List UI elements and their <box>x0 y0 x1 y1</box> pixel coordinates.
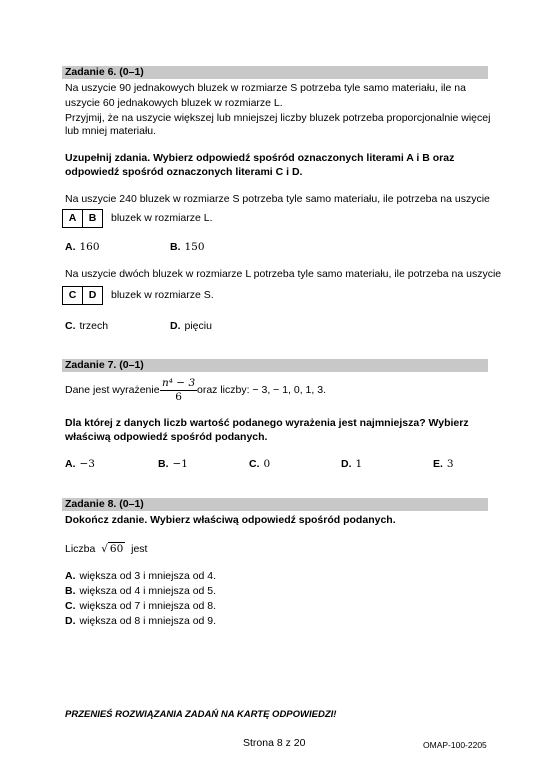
task8-lead <box>65 542 147 556</box>
task8-option-d[interactable] <box>65 615 216 628</box>
box-option-d[interactable]: D <box>82 287 102 304</box>
task6-intro-line4: lub mniej materiału. <box>65 125 157 137</box>
task8-option-c-letter: C. <box>65 600 76 612</box>
task6-intro-line1: Na uszycie 90 jednakowych bluzek w rozmiarze S potrzeba tyle samo materiału, ile na <box>65 82 466 94</box>
box-option-b[interactable]: B <box>82 210 102 227</box>
sqrt-symbol: √ <box>101 543 108 555</box>
task6-sentence2: Na uszycie dwóch bluzek w rozmiarze L potrzeba tyle samo materiału, ile potrzeba na uszycie <box>65 268 502 280</box>
option-b-letter: B. <box>170 241 181 253</box>
task8-option-a[interactable] <box>65 570 216 583</box>
task8-lead-tail: jest <box>131 543 148 555</box>
answer-box-cd[interactable] <box>62 286 103 305</box>
task7-option-c-letter: C. <box>249 458 260 470</box>
task8-option-b-letter: B. <box>65 585 76 597</box>
task7-option-e-letter: E. <box>433 458 443 470</box>
fraction-denominator: 6 <box>175 391 182 403</box>
transfer-note: PRZENIEŚ ROZWIĄZANIA ZADAŃ NA KARTĘ ODPOWIEDZI! <box>65 709 337 720</box>
task6-sentence2-tail: bluzek w rozmiarze S. <box>111 289 214 301</box>
task8-header: Zadanie 8. (0–1) <box>62 498 488 511</box>
sqrt-radicand: 60 <box>109 543 124 555</box>
task8-lead-text: Liczba <box>65 543 96 555</box>
task6-intro-line3: Przyjmij, że na uszycie większej lub mniejszej liczby bluzek potrzeba proporcjonalnie więcej <box>65 112 491 124</box>
task7-option-d-letter: D. <box>341 458 352 470</box>
task6-instruction-line2: odpowiedź spośród oznaczonych literami C i D. <box>65 166 303 178</box>
box-option-c[interactable]: C <box>68 289 77 301</box>
fraction-numerator: n⁴ − 3 <box>162 377 196 389</box>
option-c-letter: C. <box>65 320 76 332</box>
task7-option-a[interactable] <box>65 458 95 471</box>
task7-option-a-value: −3 <box>79 458 95 470</box>
option-a-value: 160 <box>79 241 100 253</box>
task7-option-a-letter: A. <box>65 458 76 470</box>
option-b-value: 150 <box>184 241 205 253</box>
page-number: Strona 8 z 20 <box>243 737 306 749</box>
task8-instruction: Dokończ zdanie. Wybierz właściwą odpowiedź spośród podanych. <box>65 514 396 526</box>
option-a-letter: A. <box>65 241 76 253</box>
task7-fraction <box>160 377 197 404</box>
task7-question-line2: właściwą odpowiedź spośród podanych. <box>65 431 268 443</box>
option-d-letter: D. <box>170 320 181 332</box>
box-option-a[interactable]: A <box>68 212 77 224</box>
option-d-value: pięciu <box>184 320 212 332</box>
task7-option-d[interactable] <box>341 458 362 471</box>
exam-code: OMAP-100-2205 <box>423 740 487 750</box>
task8-option-c-text: większa od 7 i mniejsza od 8. <box>79 600 217 612</box>
task8-option-a-text: większa od 3 i mniejsza od 4. <box>79 570 217 582</box>
task6-header: Zadanie 6. (0–1) <box>62 66 488 79</box>
option-c-value: trzech <box>79 320 109 332</box>
task7-option-c[interactable] <box>249 458 270 471</box>
task8-option-a-letter: A. <box>65 570 76 582</box>
answer-box-ab[interactable] <box>62 209 103 228</box>
task7-header: Zadanie 7. (0–1) <box>62 359 488 372</box>
task7-lead: Dane jest wyrażenie <box>65 384 160 396</box>
option-a[interactable] <box>65 241 100 254</box>
task7-option-d-value: 1 <box>355 458 363 470</box>
task8-option-d-letter: D. <box>65 615 76 627</box>
task8-option-b-text: większa od 4 i mniejsza od 5. <box>79 585 217 597</box>
task7-numbers: oraz liczby: − 3, − 1, 0, 1, 3. <box>197 384 326 396</box>
option-b[interactable] <box>170 241 205 254</box>
option-d[interactable] <box>170 320 212 333</box>
task8-option-d-text: większa od 8 i mniejsza od 9. <box>79 615 217 627</box>
task7-option-c-value: 0 <box>263 458 271 470</box>
task6-instruction-line1: Uzupełnij zdania. Wybierz odpowiedź spośród oznaczonych literami A i B oraz <box>65 152 455 164</box>
option-c[interactable] <box>65 320 108 333</box>
task8-option-c[interactable] <box>65 600 216 613</box>
task7-option-b-value: −1 <box>172 458 188 470</box>
task6-intro-line2: uszycie 60 jednakowych bluzek w rozmiarze L. <box>65 97 283 109</box>
task7-option-e[interactable] <box>433 458 454 471</box>
task7-option-b[interactable] <box>158 458 188 471</box>
task6-sentence1: Na uszycie 240 bluzek w rozmiarze S potrzeba tyle samo materiału, ile potrzeba na uszycie <box>65 193 490 205</box>
task8-option-b[interactable] <box>65 585 216 598</box>
task7-option-e-value: 3 <box>446 458 454 470</box>
task7-option-b-letter: B. <box>158 458 169 470</box>
task6-sentence1-tail: bluzek w rozmiarze L. <box>111 212 213 224</box>
task7-question-line1: Dla której z danych liczb wartość podanego wyrażenia jest najmniejsza? Wybierz <box>65 417 469 429</box>
